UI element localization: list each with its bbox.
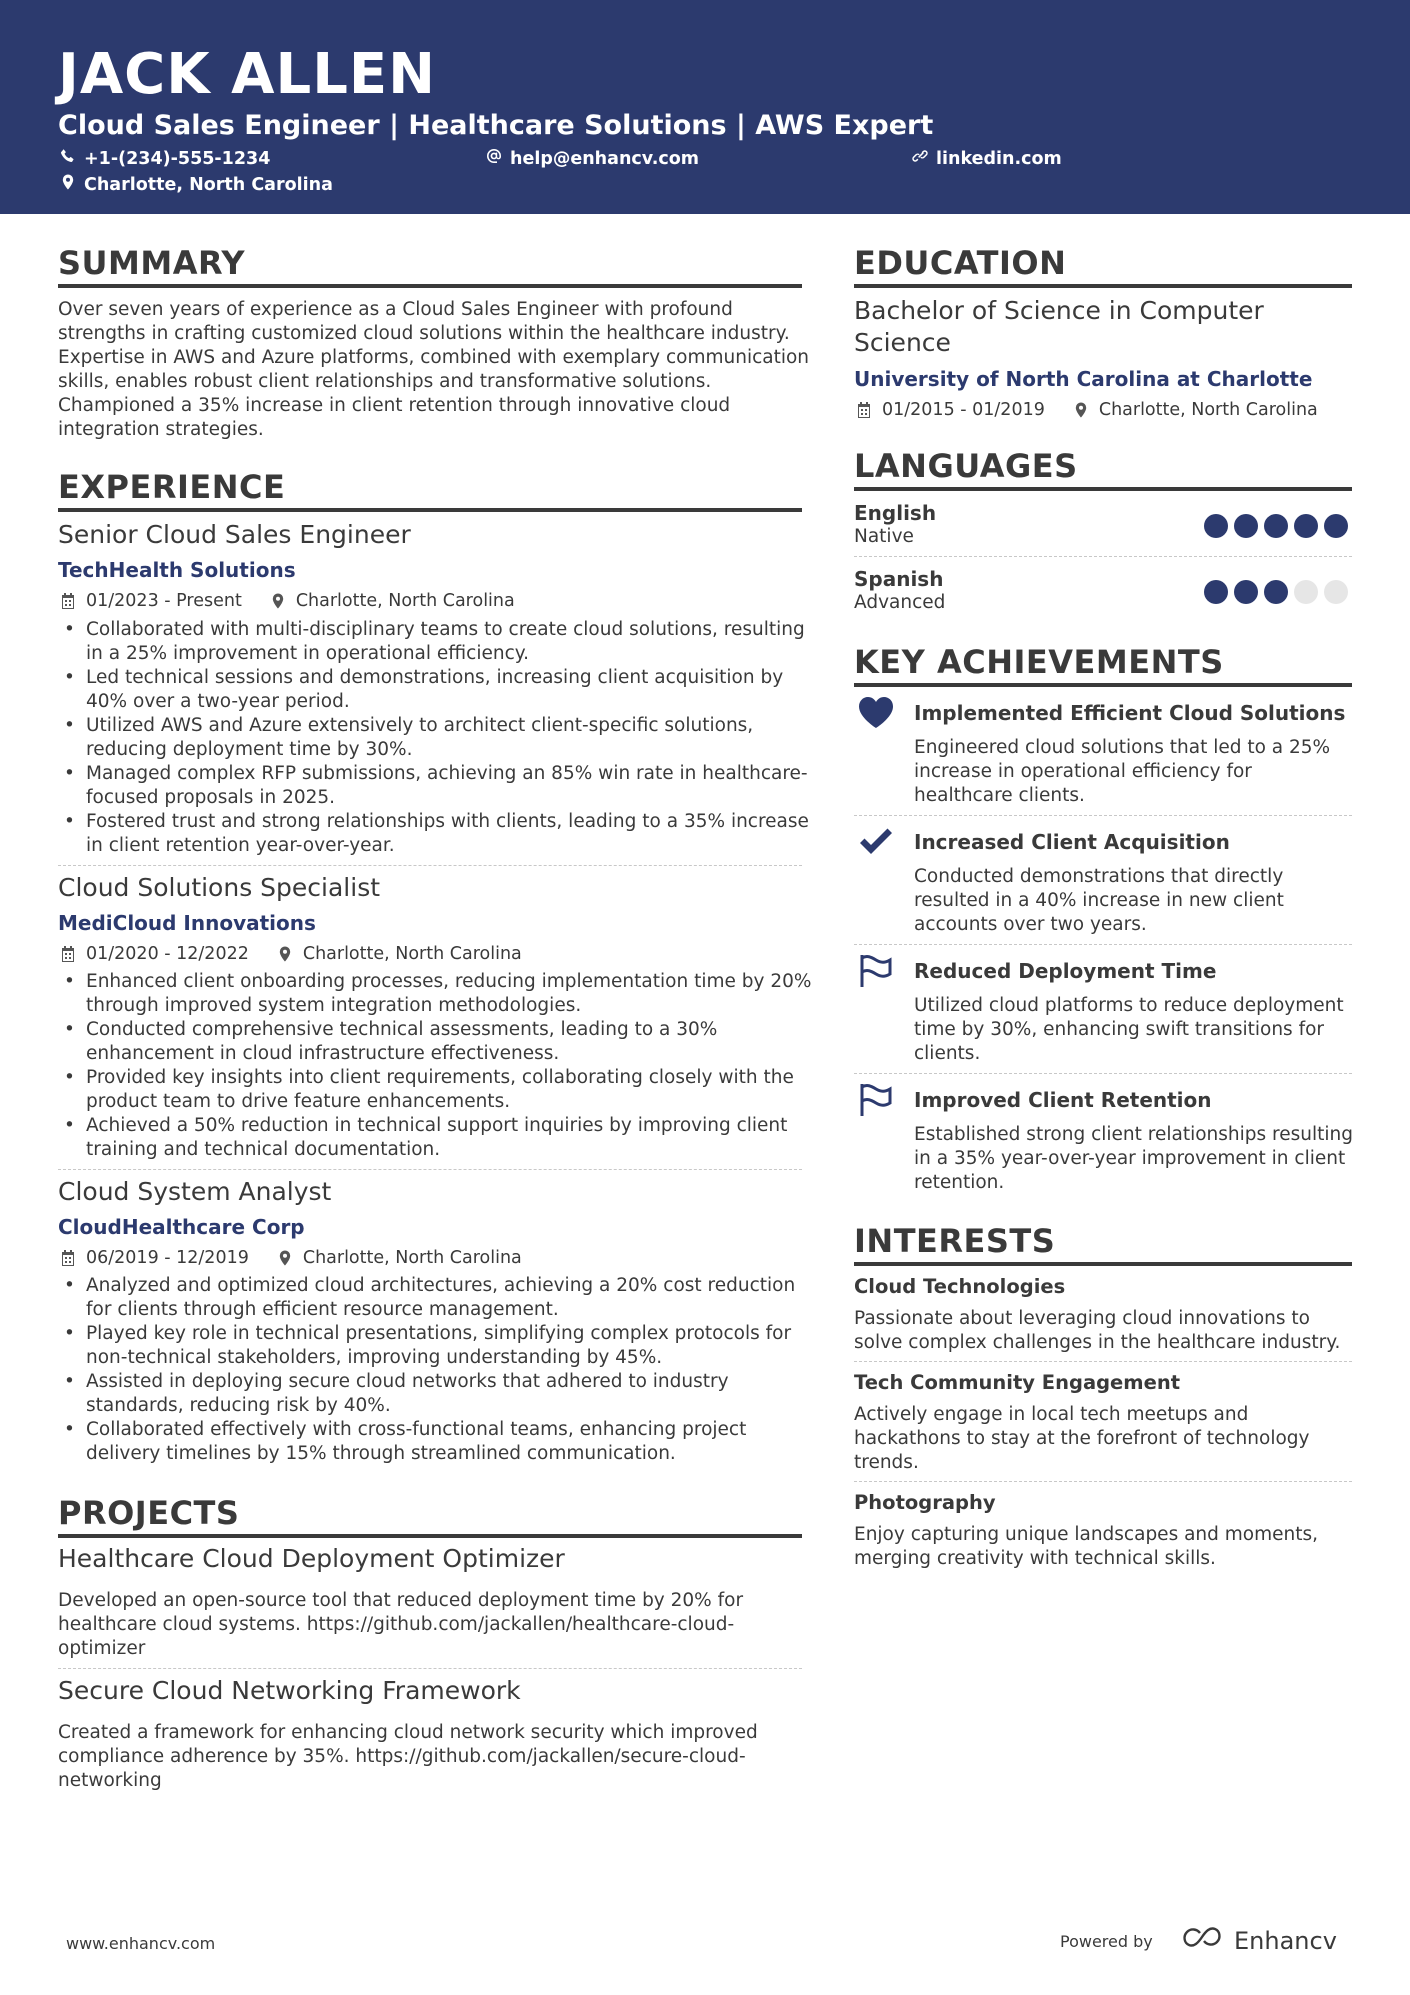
job-meta <box>60 591 515 611</box>
interest-text: Passionate about leveraging cloud innovations to solve complex challenges in the healthcare industry. <box>854 1308 1341 1353</box>
rating-dot-filled <box>1234 580 1258 604</box>
job-location: Charlotte, North Carolina <box>302 944 522 964</box>
achievement-text: Established strong client relationships resulting in a 35% year-over-year improvement in client retention. <box>914 1124 1353 1193</box>
job-location: Charlotte, North Carolina <box>295 591 515 611</box>
list-item: • Provided key insights into client requirements, collaborating closely with the product team to drive feature enhancements. <box>58 1066 811 1114</box>
enhancv-logo[interactable] <box>1180 1926 1337 1956</box>
rating-dot-empty <box>1324 580 1348 604</box>
project-title: Secure Cloud Networking Framework <box>58 1676 521 1705</box>
achievements-title: KEY ACHIEVEMENTS <box>854 643 1224 681</box>
list-item: • Collaborated with multi-disciplinary teams to create cloud solutions, resulting in a 25% improvement in operational efficiency. <box>58 618 809 666</box>
job-dates: 01/2020 - 12/2022 <box>86 944 249 964</box>
rating-dot-filled <box>1324 514 1348 538</box>
achievement-title: Increased Client Acquisition <box>914 830 1230 854</box>
list-item: • Led technical sessions and demonstrations, increasing client acquisition by 40% over a two-year period. <box>58 666 809 714</box>
achievement-title: Reduced Deployment Time <box>914 959 1217 983</box>
list-item: • Managed complex RFP submissions, achieving an 85% win rate in healthcare- focused proposals in 2025. <box>58 762 809 810</box>
summary-text: Over seven years of experience as a Cloud Sales Engineer with profound strengths in crafting customized cloud solutions within the healthcare industry. Expertise in AWS and Azure platforms, combined with exemplary communication skills, enables robust client relationships and transformative solutions. Championed a 35% increase in client retention through innovative cloud integration strategies. <box>58 299 810 440</box>
candidate-name: JACK ALLEN <box>58 42 436 107</box>
language-name: English <box>854 501 937 525</box>
rating-dot-filled <box>1204 580 1228 604</box>
contact-location <box>60 174 333 195</box>
at-sign-icon <box>486 148 502 169</box>
list-item: • Achieved a 50% reduction in technical support inquiries by improving client training and technical documentation. <box>58 1114 811 1162</box>
footer-website[interactable]: www.enhancv.com <box>66 1934 216 1953</box>
list-item: • Collaborated effectively with cross-functional teams, enhancing project delivery timelines by 15% through streamlined communication. <box>58 1418 795 1466</box>
job-title: Cloud System Analyst <box>58 1177 332 1206</box>
location-pin-icon <box>1073 402 1089 418</box>
interest-title: Photography <box>854 1491 996 1514</box>
interests-divider <box>854 1262 1352 1266</box>
list-item: • Enhanced client onboarding processes, reducing implementation time by 20% through improved system integration methodologies. <box>58 970 811 1018</box>
project-description: Developed an open-source tool that reduced deployment time by 20% for healthcare cloud systems. https://github.com/jackallen/healthcare-cloud- optimizer <box>58 1590 744 1659</box>
heart-icon <box>856 694 896 730</box>
job-separator <box>58 865 802 866</box>
language-level: Advanced <box>854 592 946 613</box>
job-bullets <box>58 618 809 858</box>
flag-icon <box>856 953 896 989</box>
job-title: Cloud Solutions Specialist <box>58 873 381 902</box>
interest-separator <box>854 1361 1352 1362</box>
location-pin-icon <box>60 174 76 195</box>
language-name: Spanish <box>854 567 944 591</box>
list-item: • Conducted comprehensive technical assessments, leading to a 30% enhancement in cloud infrastructure effectiveness. <box>58 1018 811 1066</box>
rating-dot-filled <box>1264 514 1288 538</box>
achievement-text: Utilized cloud platforms to reduce deployment time by 30%, enhancing swift transitions for clients. <box>914 995 1344 1064</box>
calendar-icon <box>856 402 872 418</box>
achievement-separator <box>854 1073 1352 1074</box>
experience-title: EXPERIENCE <box>58 468 286 506</box>
linkedin-text: linkedin.com <box>936 148 1062 169</box>
rating-dot-empty <box>1294 580 1318 604</box>
footer-powered-by: Powered by <box>1060 1932 1153 1951</box>
achievement-text: Engineered cloud solutions that led to a 25% increase in operational efficiency for healthcare clients. <box>914 737 1331 806</box>
interest-separator <box>854 1481 1352 1482</box>
language-separator <box>854 556 1352 557</box>
phone-text: +1-(234)-555-1234 <box>84 148 271 169</box>
contact-linkedin[interactable] <box>912 148 1062 169</box>
job-company: CloudHealthcare Corp <box>58 1215 305 1239</box>
contact-phone[interactable] <box>60 148 270 169</box>
location-pin-icon <box>277 1250 293 1266</box>
achievement-title: Implemented Efficient Cloud Solutions <box>914 701 1346 725</box>
project-title: Healthcare Cloud Deployment Optimizer <box>58 1544 565 1573</box>
job-bullets <box>58 970 811 1162</box>
resume-header <box>0 0 1410 214</box>
languages-divider <box>854 487 1352 491</box>
calendar-icon <box>60 593 76 609</box>
job-meta <box>60 944 522 964</box>
language-rating <box>1204 580 1348 604</box>
education-meta <box>856 400 1318 420</box>
list-item: • Fostered trust and strong relationships with clients, leading to a 35% increase in client retention year-over-year. <box>58 810 809 858</box>
job-company: MediCloud Innovations <box>58 911 316 935</box>
interest-text: Enjoy capturing unique landscapes and moments, merging creativity with technical skills. <box>854 1524 1319 1569</box>
school-name: University of North Carolina at Charlotte <box>854 367 1313 391</box>
job-dates: 01/2023 - Present <box>86 591 242 611</box>
achievement-text: Conducted demonstrations that directly resulted in a 40% increase in new client accounts over two years. <box>914 866 1284 935</box>
projects-title: PROJECTS <box>58 1494 240 1532</box>
projects-divider <box>58 1534 802 1538</box>
rating-dot-filled <box>1204 514 1228 538</box>
phone-icon <box>60 148 76 169</box>
candidate-headline: Cloud Sales Engineer | Healthcare Solutions | AWS Expert <box>58 110 934 141</box>
interest-title: Cloud Technologies <box>854 1275 1066 1298</box>
languages-title: LANGUAGES <box>854 447 1078 485</box>
language-level: Native <box>854 526 914 547</box>
enhancv-brand: Enhancv <box>1234 1927 1337 1955</box>
education-location: Charlotte, North Carolina <box>1098 400 1318 420</box>
location-text: Charlotte, North Carolina <box>84 174 333 195</box>
email-text: help@enhancv.com <box>510 148 700 169</box>
job-bullets <box>58 1274 795 1466</box>
summary-divider <box>58 284 802 288</box>
calendar-icon <box>60 946 76 962</box>
achievement-title: Improved Client Retention <box>914 1088 1212 1112</box>
job-separator <box>58 1169 802 1170</box>
list-item: • Assisted in deploying secure cloud networks that adhered to industry standards, reducing risk by 40%. <box>58 1370 795 1418</box>
project-separator <box>58 1668 802 1669</box>
enhancv-logo-icon <box>1180 1926 1226 1956</box>
rating-dot-filled <box>1234 514 1258 538</box>
job-location: Charlotte, North Carolina <box>302 1248 522 1268</box>
job-meta <box>60 1248 522 1268</box>
location-pin-icon <box>277 946 293 962</box>
list-item: • Played key role in technical presentations, simplifying complex protocols for non-technical stakeholders, improving understanding by 45%. <box>58 1322 795 1370</box>
project-description: Created a framework for enhancing cloud network security which improved compliance adherence by 35%. https://github.com/jackallen/secure-cloud- networking <box>58 1722 758 1791</box>
education-divider <box>854 284 1352 288</box>
summary-title: SUMMARY <box>58 244 246 282</box>
interests-title: INTERESTS <box>854 1222 1056 1260</box>
interest-text: Actively engage in local tech meetups and hackathons to stay at the forefront of technology trends. <box>854 1404 1310 1473</box>
language-rating <box>1204 514 1348 538</box>
job-dates: 06/2019 - 12/2019 <box>86 1248 249 1268</box>
job-title: Senior Cloud Sales Engineer <box>58 520 411 549</box>
job-company: TechHealth Solutions <box>58 558 296 582</box>
link-icon <box>912 148 928 169</box>
degree-name: Bachelor of Science in Computer Science <box>854 296 1264 357</box>
rating-dot-filled <box>1264 580 1288 604</box>
achievement-separator <box>854 815 1352 816</box>
location-pin-icon <box>270 593 286 609</box>
rating-dot-filled <box>1294 514 1318 538</box>
achievement-separator <box>854 944 1352 945</box>
interest-title: Tech Community Engagement <box>854 1371 1181 1394</box>
education-title: EDUCATION <box>854 244 1067 282</box>
contact-email[interactable] <box>486 148 699 169</box>
experience-divider <box>58 508 802 512</box>
achievements-divider <box>854 683 1352 687</box>
list-item: • Analyzed and optimized cloud architectures, achieving a 20% cost reduction for clients through efficient resource management. <box>58 1274 795 1322</box>
calendar-icon <box>60 1250 76 1266</box>
education-dates: 01/2015 - 01/2019 <box>882 400 1045 420</box>
flag-icon <box>856 1082 896 1118</box>
checkmark-icon <box>856 824 896 860</box>
list-item: • Utilized AWS and Azure extensively to architect client-specific solutions, reducing deployment time by 30%. <box>58 714 809 762</box>
